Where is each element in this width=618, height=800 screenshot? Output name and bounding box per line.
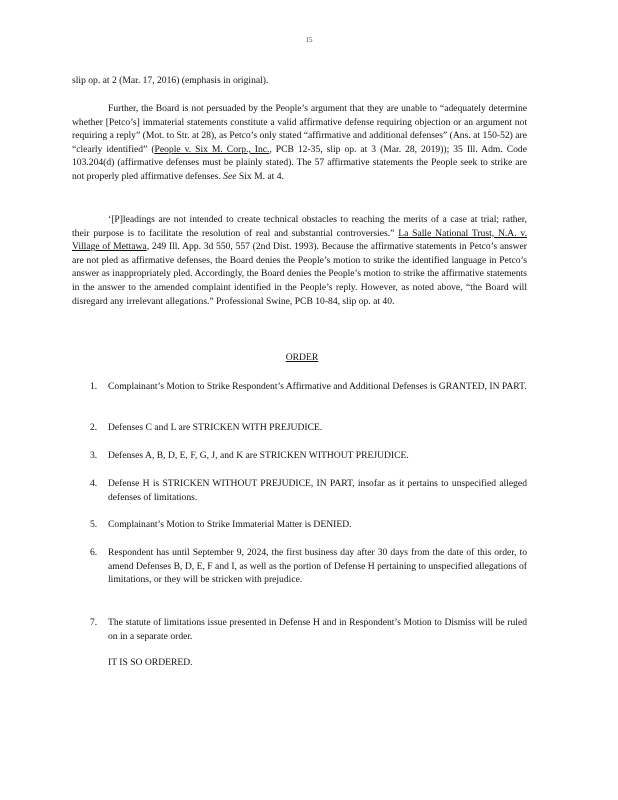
para1-text-3: Six M. at 4. xyxy=(236,170,284,182)
order-item xyxy=(92,449,527,463)
order-item-number: 7. xyxy=(90,617,98,628)
closing-statement: IT IS SO ORDERED. xyxy=(108,657,193,668)
para2-text-2: , 249 Ill. App. 3d 550, 557 (2nd Dist. 1993). Because the affirmative statements in Petco’s answer are not pled as affirmative defenses, the Board denies the People’s motion to strike the identified language in Petco’s answer as inappropriately pled. Accordingly, the Board denies the People’s motion to strike the affirmative statements in the answer to the amended complaint identified in the People’s reply. However, as noted above, “the Board will disregard any irrelevant allegations.” Professional Swine, PCB 10-84, slip op. at 40. xyxy=(72,241,527,307)
order-item-number: 3. xyxy=(90,450,98,461)
para1-text-2: , PCB 12-35, slip op. at 3 (Mar. 28, 2019)); 35 Ill. Adm. Code 103.204(d) (affirmative defenses must be plainly stated). The 57 affirmative statements the People seek to strike are not properly pled affirmative defenses. xyxy=(72,143,527,182)
order-item-text: Complainant’s Motion to Strike Immaterial Matter is DENIED. xyxy=(108,519,352,530)
para2-text-1: ‘[P]leadings are not intended to create technical obstacles to reaching the merits of a case at trial; rather, their purpose is to facilitate the resolution of real and substantial controversies.” xyxy=(72,214,527,239)
order-heading-text: ORDER xyxy=(285,352,319,363)
para1-text-1: Further, the Board is not persuaded by the People’s argument that they are unable to “adequately determine whether [Petco’s] immaterial statements constitute a valid affirmative defense requiring objection or an argument not requiring a reply” (Mot. to Str. at 28), as Petco’s only stated “affirmative and additional defenses” (Ans. at 150-52) are “clearly identified” ( xyxy=(72,103,527,155)
order-item xyxy=(92,380,527,394)
order-item-text: Respondent has until September 9, 2024, the first business day after 30 days from the date of this order, to amend Defenses B, D, E, F and I, as well as the portion of Defense H pertaining to unspecified allegations of limitations, or they will be stricken with prejudice. xyxy=(108,547,527,586)
order-item-text: Defenses A, B, D, E, F, G, J, and K are STRICKEN WITHOUT PREJUDICE. xyxy=(108,450,409,461)
order-item-number: 5. xyxy=(90,519,98,530)
order-item-text: Defense H is STRICKEN WITHOUT PREJUDICE, IN PART, insofar as it pertains to unspecified alleged defenses of limitations. xyxy=(108,478,527,503)
order-item xyxy=(92,616,527,643)
page-number: 15 xyxy=(305,36,313,44)
order-item xyxy=(92,477,527,504)
order-item-text: The statute of limitations issue presented in Defense H and in Respondent’s Motion to Dismiss will be ruled on in a separate order. xyxy=(108,617,527,642)
order-item-number: 4. xyxy=(90,478,98,489)
see-signal: See xyxy=(223,170,237,182)
order-item xyxy=(92,518,527,532)
paragraph-further xyxy=(72,102,527,184)
case-citation-six-m: People v. Six M. Corp., Inc. xyxy=(154,143,270,155)
order-item-number: 2. xyxy=(90,422,98,433)
order-heading xyxy=(0,352,618,363)
order-item xyxy=(92,546,527,587)
order-item-text: Complainant’s Motion to Strike Respondent’s Affirmative and Additional Defenses is GRANTED, IN PART. xyxy=(108,381,527,392)
paragraph-pleadings xyxy=(72,213,527,308)
order-item-text: Defenses C and L are STRICKEN WITH PREJUDICE. xyxy=(108,422,323,433)
intro-line: slip op. at 2 (Mar. 17, 2016) (emphasis in original). xyxy=(72,75,269,86)
order-item-number: 6. xyxy=(90,547,98,558)
order-item xyxy=(92,421,527,435)
order-item-number: 1. xyxy=(90,381,98,392)
case-citation-la-salle: La Salle National Trust, N.A. v. Village of Mettawa xyxy=(72,227,527,253)
